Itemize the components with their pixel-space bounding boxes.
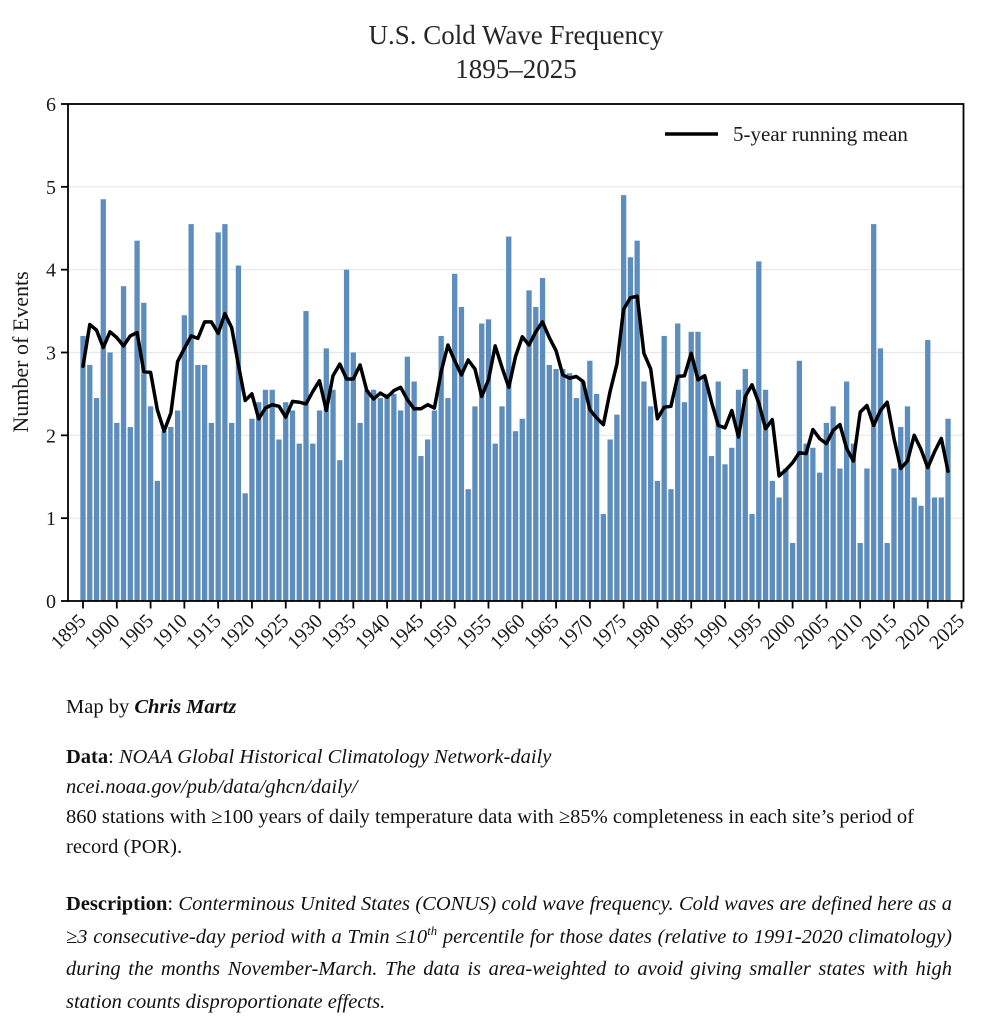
bar-1895 <box>80 336 85 601</box>
bar-2000 <box>790 543 795 601</box>
bar-2005 <box>824 423 829 601</box>
bar-1934 <box>344 270 349 601</box>
bar-1968 <box>574 398 579 601</box>
bar-2007 <box>837 468 842 601</box>
bar-1954 <box>479 324 484 601</box>
bar-1959 <box>513 431 518 601</box>
bar-2003 <box>810 448 815 601</box>
bar-2014 <box>885 543 890 601</box>
bar-1938 <box>371 390 376 601</box>
xtick-label-1925: 1925 <box>249 609 294 654</box>
bar-1944 <box>411 381 416 601</box>
bar-1924 <box>276 439 281 601</box>
ytick-label-0: 0 <box>46 591 56 613</box>
bar-1957 <box>499 406 504 601</box>
bar-2022 <box>939 497 944 601</box>
bar-1947 <box>432 410 437 601</box>
bar-1896 <box>87 365 92 601</box>
bar-1907 <box>161 431 166 601</box>
bar-1906 <box>155 481 160 601</box>
bar-1958 <box>506 237 511 601</box>
bar-1909 <box>175 410 180 601</box>
bar-1903 <box>134 241 139 601</box>
bar-1923 <box>270 390 275 601</box>
bar-2015 <box>891 468 896 601</box>
bar-1978 <box>641 381 646 601</box>
bar-1911 <box>188 224 193 601</box>
legend-label: 5-year running mean <box>733 122 908 146</box>
bar-1974 <box>614 415 619 601</box>
bar-1935 <box>351 353 356 602</box>
data-source-block <box>66 742 952 862</box>
bar-1920 <box>249 419 254 601</box>
ytick-label-2: 2 <box>46 425 56 448</box>
bar-1945 <box>418 456 423 601</box>
bar-1971 <box>594 394 599 601</box>
bar-1980 <box>655 481 660 601</box>
data-source-url: ncei.noaa.gov/pub/data/ghcn/daily/ <box>66 776 358 798</box>
bar-1965 <box>553 369 558 601</box>
xtick-label-1980: 1980 <box>621 609 665 654</box>
bar-1961 <box>526 290 531 601</box>
description-label: Description <box>66 893 168 915</box>
xtick-label-1995: 1995 <box>722 609 767 654</box>
bar-1927 <box>297 444 302 601</box>
bar-1897 <box>94 398 99 601</box>
bar-1966 <box>560 369 565 601</box>
bars-series <box>80 195 950 601</box>
bar-1905 <box>148 406 153 601</box>
ytick-label-5: 5 <box>46 176 56 199</box>
xtick-label-1985: 1985 <box>654 609 699 654</box>
bar-1912 <box>195 365 200 601</box>
bar-1952 <box>466 489 471 601</box>
xtick-label-1975: 1975 <box>587 609 632 654</box>
bar-1940 <box>384 394 389 601</box>
bar-1937 <box>364 390 369 601</box>
xtick-label-1895: 1895 <box>46 609 91 654</box>
bar-2001 <box>797 361 802 601</box>
xtick-label-1950: 1950 <box>418 609 463 654</box>
bar-1953 <box>472 406 477 601</box>
data-label: Data <box>66 746 109 768</box>
bar-2011 <box>864 468 869 601</box>
xtick-label-2020: 2020 <box>891 609 936 654</box>
bar-1901 <box>121 286 126 601</box>
bar-1942 <box>398 410 403 601</box>
bar-1969 <box>580 381 585 601</box>
bar-1915 <box>216 232 221 601</box>
bar-1926 <box>290 410 295 601</box>
description-text-2: percentile for those dates (relative to 1991-2020 climatology) during the months November-March. The data is area-weighted to avoid giving smaller states with high station counts disproportionate effects. <box>66 925 953 1013</box>
bar-1946 <box>425 439 430 601</box>
bar-1914 <box>209 423 214 601</box>
bar-1899 <box>107 353 112 602</box>
bar-2012 <box>871 224 876 601</box>
bar-1917 <box>229 423 234 601</box>
xtick-label-1915: 1915 <box>181 609 226 654</box>
bar-1941 <box>391 394 396 601</box>
bar-1988 <box>709 456 714 601</box>
ytick-label-3: 3 <box>46 342 56 365</box>
bar-1964 <box>547 365 552 601</box>
data-source-name: NOAA Global Historical Climatology Network-daily <box>118 746 552 768</box>
bar-1925 <box>283 402 288 601</box>
bar-1995 <box>756 261 761 601</box>
bar-1967 <box>567 373 572 601</box>
xtick-label-2005: 2005 <box>790 609 834 654</box>
data-sep: : <box>108 746 119 768</box>
bar-1913 <box>202 365 207 601</box>
bar-1904 <box>141 303 146 601</box>
bar-1979 <box>648 406 653 601</box>
bar-1985 <box>689 332 694 601</box>
bar-1987 <box>702 377 707 601</box>
bar-1991 <box>729 448 734 601</box>
xtick-label-1930: 1930 <box>283 609 328 654</box>
xtick-label-1935: 1935 <box>317 609 361 654</box>
bar-1910 <box>182 315 187 601</box>
xtick-label-1965: 1965 <box>519 609 564 654</box>
bar-2013 <box>878 348 883 601</box>
bar-1949 <box>445 398 450 601</box>
description-text-1: Conterminous United States (CONUS) cold wave frequency. Cold waves are defined here as a ≥3 consecutive-day period with a Tmin ≤10 <box>66 893 952 948</box>
bar-1956 <box>493 444 498 601</box>
bar-1972 <box>601 514 606 601</box>
description-superscript: th <box>427 923 438 938</box>
bar-1981 <box>662 336 667 601</box>
bar-1975 <box>621 195 626 601</box>
bar-1902 <box>128 427 133 601</box>
xtick-label-2000: 2000 <box>756 609 801 654</box>
bar-1990 <box>722 464 727 601</box>
bar-2002 <box>803 444 808 601</box>
bar-1922 <box>263 390 268 601</box>
description-block <box>66 888 952 1018</box>
bar-2019 <box>918 506 923 601</box>
xtick-label-1955: 1955 <box>452 609 497 654</box>
bar-2010 <box>858 543 863 601</box>
bar-1929 <box>310 444 315 601</box>
bar-1898 <box>101 199 106 601</box>
legend <box>665 122 908 146</box>
bar-1950 <box>452 274 457 601</box>
bar-1983 <box>675 324 680 601</box>
bar-2008 <box>844 381 849 601</box>
bar-2009 <box>851 444 856 601</box>
xtick-label-1940: 1940 <box>350 609 395 654</box>
xtick-label-1910: 1910 <box>148 609 192 654</box>
xtick-label-1945: 1945 <box>384 609 429 654</box>
bar-1930 <box>317 410 322 601</box>
credit-prefix: Map by <box>66 696 135 718</box>
y-axis-label: Number of Events <box>8 271 33 433</box>
bar-1994 <box>749 514 754 601</box>
data-stations-note: 860 stations with ≥100 years of daily temperature data with ≥85% completeness in each site’s period of record (POR). <box>66 806 914 858</box>
bar-1998 <box>776 497 781 601</box>
bar-1982 <box>668 489 673 601</box>
bar-1921 <box>256 402 261 601</box>
bar-1997 <box>770 481 775 601</box>
xtick-label-1970: 1970 <box>553 609 598 654</box>
xtick-label-1905: 1905 <box>114 609 159 654</box>
xtick-label-2010: 2010 <box>823 609 868 654</box>
bar-2020 <box>925 340 930 601</box>
xtick-label-1920: 1920 <box>215 609 260 654</box>
chart-title-line2: 1895–2025 <box>455 54 577 84</box>
bar-1984 <box>682 402 687 601</box>
xtick-label-1960: 1960 <box>485 609 530 654</box>
bar-1962 <box>533 307 538 601</box>
bar-1928 <box>303 311 308 601</box>
bar-1999 <box>783 468 788 601</box>
bar-1932 <box>330 390 335 601</box>
bar-1900 <box>114 423 119 601</box>
bar-1976 <box>628 257 633 601</box>
bar-1931 <box>324 348 329 601</box>
bar-1960 <box>520 419 525 601</box>
bar-1936 <box>357 423 362 601</box>
x-tick-labels <box>47 610 969 654</box>
ytick-label-1: 1 <box>46 508 56 531</box>
bar-1951 <box>459 307 464 601</box>
xtick-label-1990: 1990 <box>688 609 733 654</box>
bar-2004 <box>817 473 822 601</box>
bar-1916 <box>222 224 227 601</box>
xtick-label-2025: 2025 <box>925 609 970 654</box>
ytick-label-6: 6 <box>46 94 56 116</box>
chart-title-line1: U.S. Cold Wave Frequency <box>368 20 664 50</box>
xtick-label-1900: 1900 <box>80 609 125 654</box>
bar-1939 <box>378 398 383 601</box>
bar-1933 <box>337 460 342 601</box>
bar-1908 <box>168 427 173 601</box>
description-sep: : <box>167 893 179 915</box>
bar-1973 <box>607 439 612 601</box>
bar-2021 <box>932 497 937 601</box>
data-source-line <box>66 742 952 772</box>
bar-2018 <box>912 497 917 601</box>
bar-1919 <box>243 493 248 601</box>
xtick-label-2015: 2015 <box>857 609 902 654</box>
credit-line <box>66 692 952 722</box>
bar-2017 <box>905 406 910 601</box>
bar-1918 <box>236 266 241 601</box>
ytick-label-4: 4 <box>46 259 56 282</box>
credit-author: Chris Martz <box>134 696 237 718</box>
y-tick-labels <box>46 94 56 613</box>
bar-2023 <box>945 419 950 601</box>
